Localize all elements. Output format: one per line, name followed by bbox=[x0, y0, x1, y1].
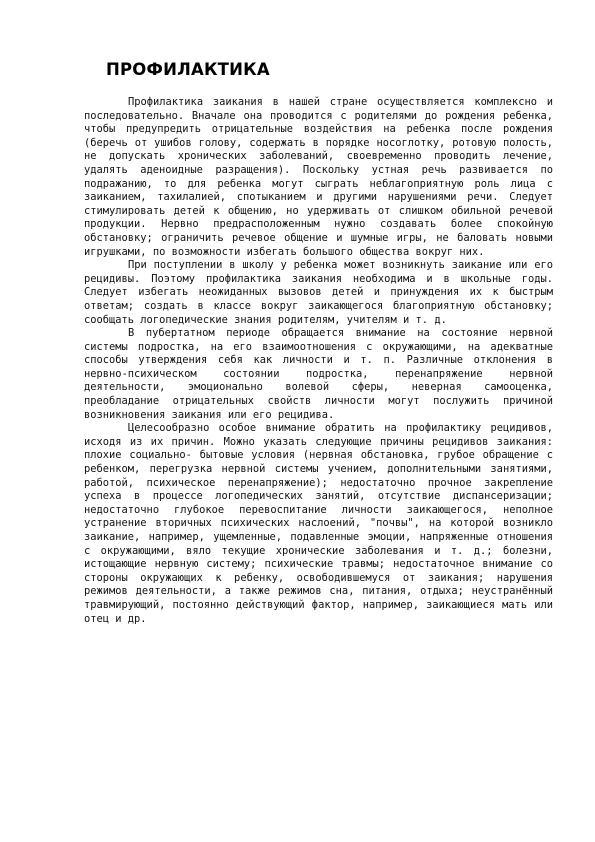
document-body bbox=[84, 96, 553, 626]
paragraph-1: Профилактика заикания в нашей стране осуществляется комплексно и последовательно. Вначале она проводится с родителями до рождения ребенка, чтобы предупредить отрицательные воздействия на ребенка после рождения (беречь от ушибов голову, содержать в порядке носоглотку, ротовую полость, не допускать хронических заболеваний, своевременно проводить лечение, удалять аденоидные разращения). Поскольку устная речь развивается по подражанию, то для ребенка могут сыграть неблагоприятную роль лица с заиканием, тахилалией, спотыканием и другими нарушениями речи. Следует стимулировать детей к общению, но удерживать от слишком обильной речевой продукции. Нервно предрасположенным нужно создавать более спокойную обстановку; ограничить речевое общение и шумные игры, не баловать новыми игрушками, по возможности избегать большого общества вокруг них. bbox=[84, 96, 553, 258]
paragraph-4: Целесообразно особое внимание обратить на профилактику рецидивов, исходя из их причин. Можно указать следующие причины рецидивов заикания: плохие социально- бытовые условия (нервная обстановка, грубое обращение с ребенком, перегрузка нервной системы учением, дополнительными занятиями, работой, психическое перенапряжение); недостаточно прочное закрепление успеха в процессе логопедических занятий, отсутствие диспансеризации; недостаточно глубокое перевоспитание личности заикающегося, неполное устранение вторичных психических наслоений, "почвы", на которой возникло заикание, например, ущемленные, подавленные эмоции, напряженные отношения с окружающими, вяло текущие хронические заболевания и т. д.; болезни, истощающие нервную систему; психические травмы; недостаточное внимание со стороны окружающих к ребенку, освободившемуся от заикания; нарушения режимов деятельности, а также режимов сна, питания, отдыха; неустранённый травмирующий, постоянно действующий фактор, например, заикающиеся мать или отец и др. bbox=[84, 422, 553, 625]
paragraph-3: В пубертатном периоде обращается внимание на состояние нервной системы подростка, на его взаимоотношения с окружающими, на адекватные способы утверждения себя как личности и т. п. Различные отклонения в нервно-психическом состоянии подростка, перенапряжение нервной деятельности, эмоционально волевой сферы, неверная самооценка, преобладание отрицательных свойств личности могут послужить причиной возникновения заикания или его рецидива. bbox=[84, 327, 553, 421]
page-title: ПРОФИЛАКТИКА bbox=[106, 60, 270, 79]
paragraph-2: При поступлении в школу у ребенка может возникнуть заикание или его рецидивы. Поэтому профилактика заикания необходима и в школьные годы. Следует избегать неожиданных вызовов детей и принуждения их к быстрым ответам; создать в классе вокруг заикающегося благоприятную обстановку; сообщать логопедические знания родителям, учителям и т. д. bbox=[84, 259, 553, 326]
